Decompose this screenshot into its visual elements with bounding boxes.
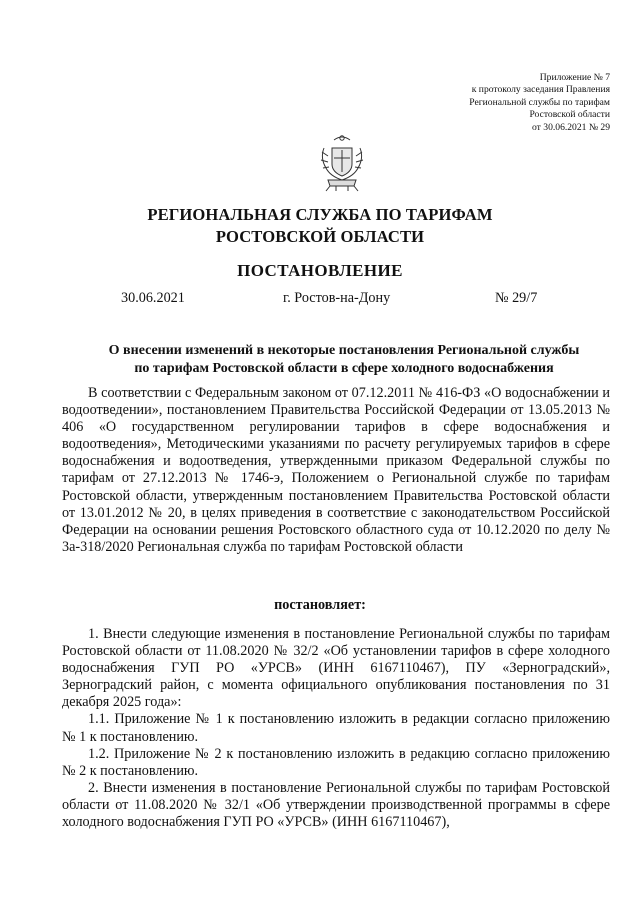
- subject-line: по тарифам Ростовской области в сфере холодного водоснабжения: [134, 360, 554, 376]
- organization-line: РЕГИОНАЛЬНАЯ СЛУЖБА ПО ТАРИФАМ: [147, 205, 493, 224]
- appendix-note: [350, 72, 610, 134]
- document-city: г. Ростов-на-Дону: [283, 290, 391, 306]
- item-paragraph-1: 1. Внести следующие изменения в постановление Региональной службы по тарифам Ростовской области от 11.08.2020 № 32/2 «Об установлении тарифов в сфере холодного водоснабжения ГУП РО «УРСВ» (ИНН 6167110467), ПУ «Зерноградский», Зерноградский район, с момента официального опубликования постановления по 31 декабря 2025 года»:: [62, 626, 610, 711]
- appendix-line: Приложение № 7: [539, 72, 610, 83]
- preamble-block: [62, 385, 610, 556]
- document-number: № 29/7: [495, 290, 538, 306]
- appendix-line: Региональной службы по тарифам: [469, 96, 610, 108]
- appendix-line: Ростовской области: [529, 109, 610, 121]
- preamble-paragraph: В соответствии с Федеральным законом от 07.12.2011 № 416-ФЗ «О водоснабжении и водоотведении», постановлением Правительства Российской Федерации от 13.05.2013 № 406 «О государственном регулировании тарифов в сфере водоснабжения и водоотведения», Методическими указаниями по расчету регулируемых тарифов в сфере водоснабжения и водоотведения, утвержденными приказом Федеральной службы по тарифам от 27.12.2013 № 1746-э, Положением о Региональной службе по тарифам Ростовской области, утвержденным постановлением Правительства Ростовской области от 13.01.2012 № 20, в целях приведения в соответствие с законодательством Российской Федерации на основании решения Ростовского областного суда от 10.12.2020 по делу № 3а-318/2020 Региональная служба по тарифам Ростовской области: [62, 385, 610, 555]
- organization-name: [0, 204, 640, 248]
- document-subject: [64, 342, 624, 377]
- appendix-line: к протоколу заседания Правления: [471, 84, 610, 96]
- appendix-line: от 30.06.2021 № 29: [532, 121, 610, 133]
- resolve-word: постановляет:: [274, 597, 366, 613]
- document-type: ПОСТАНОВЛЕНИЕ: [237, 261, 403, 280]
- item-paragraph-1-1: 1.1. Приложение № 1 к постановлению изложить в редакции согласно приложению № 1 к постановлению.: [62, 711, 610, 745]
- document-date: 30.06.2021: [121, 290, 185, 306]
- item-paragraph-2: 2. Внести изменения в постановление Региональной службы по тарифам Ростовской области от 11.08.2020 № 32/1 «Об утверждении производственной программы в сфере холодного водоснабжения ГУП РО «УРСВ» (ИНН 6167110467),: [62, 779, 610, 831]
- subject-line: О внесении изменений в некоторые постановления Региональной службы: [108, 343, 580, 358]
- item-paragraph-1-2: 1.2. Приложение № 2 к постановлению изложить в редакцию согласно приложению № 2 к постановлению.: [62, 745, 610, 779]
- coat-of-arms-icon: [318, 134, 366, 192]
- organization-line: РОСТОВСКОЙ ОБЛАСТИ: [215, 227, 425, 246]
- items-block: [62, 626, 610, 831]
